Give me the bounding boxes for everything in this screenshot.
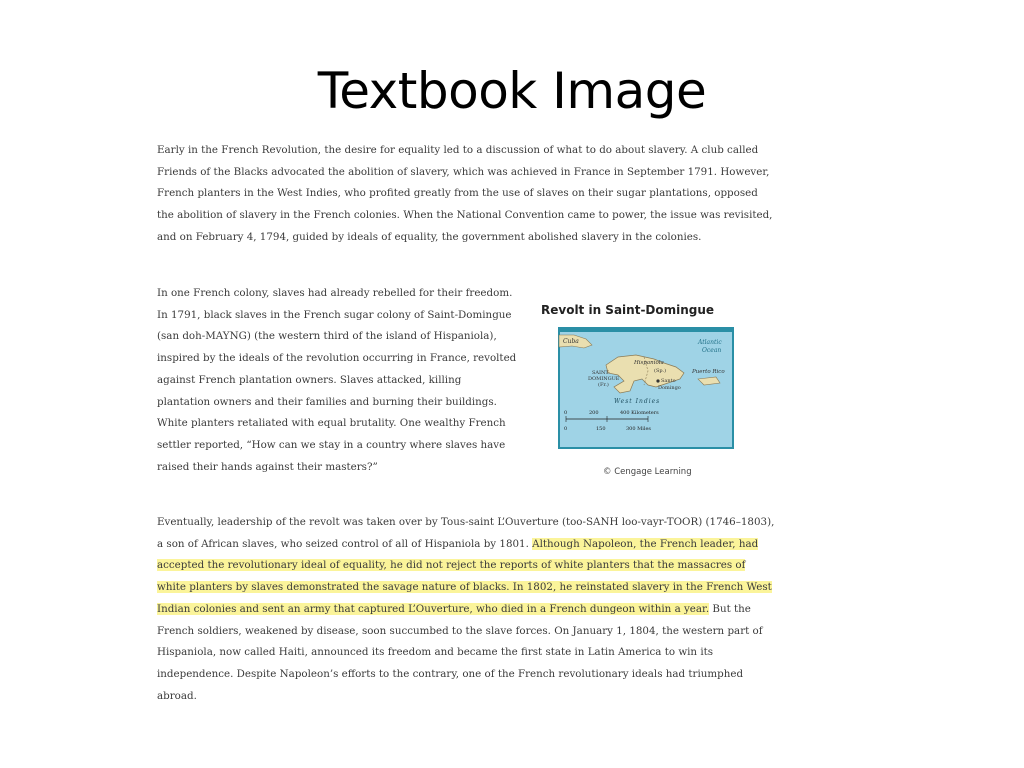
map-figure: [541, 303, 741, 477]
scale-label-mi: 300 Miles: [626, 426, 651, 432]
map-label-hispaniola: Hispaniola: [634, 360, 664, 366]
map-label-atlantic: Atlantic: [698, 339, 722, 346]
map-label-domingue: DOMINGUE: [588, 376, 620, 382]
map-label-sp: (Sp.): [654, 368, 667, 374]
scale-label-km: 400 Kilometers: [620, 410, 659, 416]
scale-tick-km-0: 0: [564, 410, 568, 416]
highlighted-text: Although Napoleon, the French leader, had accepted the revolutionary ideal of equality, he did not reject the reports of white planters that the massacres of white planters by slaves demonstrated the savage nature of blacks. In 1802, he reinstated slavery in the French West Indian colonies and sent an army that captured L’Ouverture, who died in a French dungeon within a year.: [157, 537, 772, 615]
map-label-ocean: Ocean: [702, 347, 722, 354]
paragraph-abolition: Early in the French Revolution, the desire for equality led to a discussion of what to do about slavery. A club called Friends of the Blacks advocated the abolition of slavery, which was achieved in France in September 1791. However, French planters in the West Indies, who profited greatly from the use of slaves on their sugar plantations, opposed the abolition of slavery in the French colonies. When the National Convention came to power, the issue was revisited, and on February 4, 1794, guided by ideals of equality, the government abolished slavery in the colonies.: [157, 144, 773, 243]
paragraph-louverture: [157, 512, 777, 707]
slide-title: Textbook Image: [317, 62, 707, 120]
image-credit: © Cengage Learning: [603, 467, 692, 477]
map-label-cuba: Cuba: [563, 338, 579, 345]
saint-domingue-map: [558, 327, 734, 449]
paragraph-louverture-end: But the French soldiers, weakened by disease, soon succumbed to the slave forces. On January 1, 1804, the western part of Hispaniola, now called Haiti, announced its freedom and became the first state in Latin America to win its independence. Despite Napoleon’s efforts to the contrary, one of the French revolutionary ideals had triumphed abroad.: [157, 602, 763, 702]
paragraph-louverture-start: Eventually, leadership of the revolt was taken over by Tous-saint L’Ouverture (too-SANH loo-vayr-TOOR) (1746–1803), a son of African slaves, who seized control of all of Hispaniola by 1801.: [157, 516, 775, 550]
map-label-puerto-rico: Puerto Rico: [692, 369, 725, 375]
map-label-saint: SAINT-: [592, 370, 610, 376]
paragraph-saint-domingue-revolt: In one French colony, slaves had already rebelled for their freedom. In 1791, black slaves in the French sugar colony of Saint-Domingue (san doh-MAYNG) (the western third of the island of Hispaniola), inspired by the ideals of the revolution occurring in France, revolted against French plantation owners. Slaves attacked, killing plantation owners and their families and burning their buildings. White planters retaliated with equal brutality. One wealthy French settler reported, “How can we stay in a country where slaves have raised their hands against their masters?”: [157, 287, 517, 473]
map-label-fr: (Fr.): [598, 382, 609, 388]
scale-tick-mi-150: 150: [596, 426, 606, 432]
map-label-santo: Santo: [661, 378, 676, 384]
scale-tick-km-200: 200: [589, 410, 599, 416]
figure-title: Revolt in Saint-Domingue: [541, 303, 715, 317]
santo-domingo-marker: [656, 379, 659, 382]
map-label-west-indies: West Indies: [614, 398, 661, 405]
map-top-band: [559, 328, 733, 332]
scale-tick-mi-0: 0: [564, 426, 568, 432]
map-label-domingo: Domingo: [658, 385, 681, 391]
